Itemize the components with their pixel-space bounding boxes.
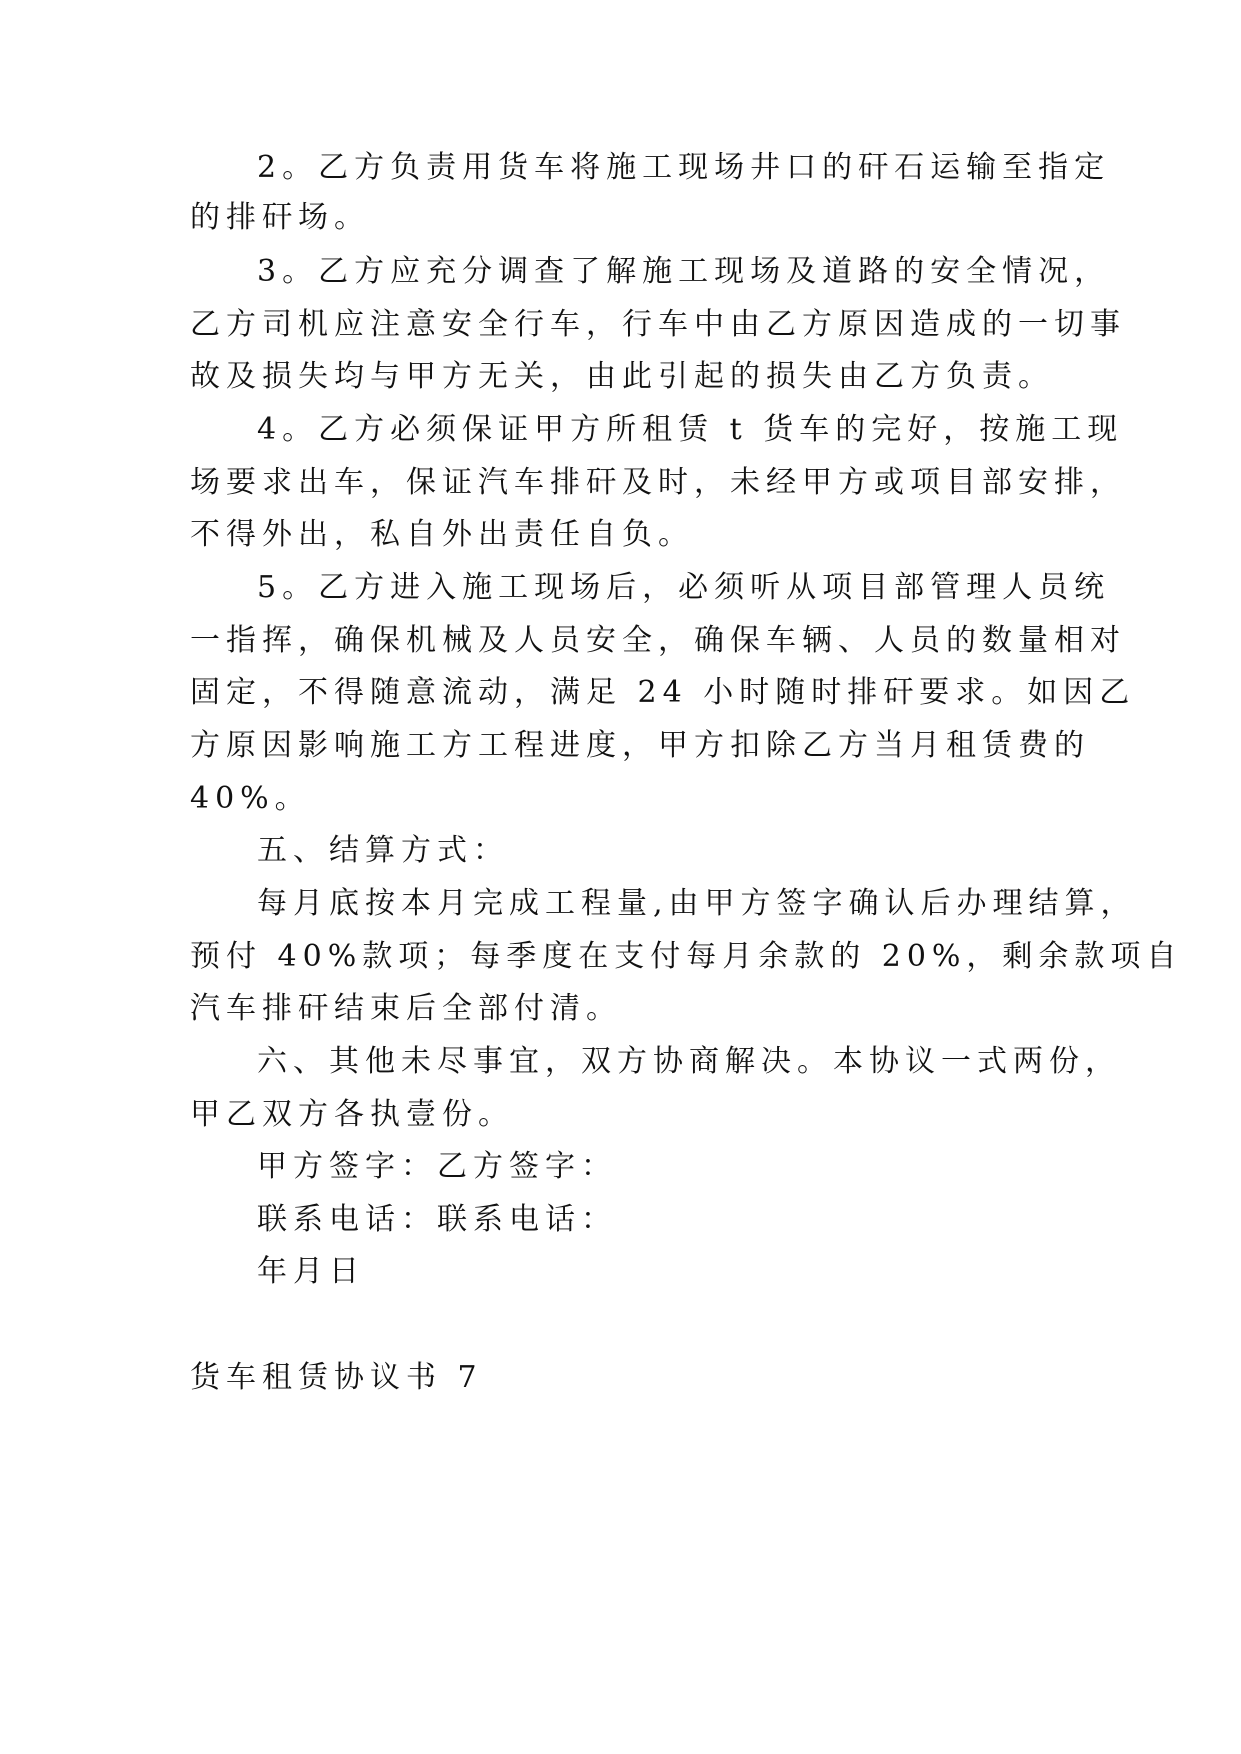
clause-4-line-2: 场要求出车，保证汽车排矸及时，未经甲方或项目部安排，: [190, 465, 1126, 500]
signature-line: 甲方签字：乙方签字：: [257, 1149, 617, 1184]
section-5-line-2: 预付 40%款项；每季度在支付每月余款的 20%，剩余款项自: [190, 939, 1183, 974]
phone-line: 联系电话：联系电话：: [257, 1202, 617, 1237]
clause-5-line-2: 一指挥，确保机械及人员安全，确保车辆、人员的数量相对: [190, 623, 1126, 658]
clause-3-line-1: 3。乙方应充分调查了解施工现场及道路的安全情况，: [257, 254, 1111, 289]
clause-2-line-2: 的排矸场。: [190, 200, 370, 235]
clause-5-line-3: 固定，不得随意流动，满足 24 小时随时排矸要求。如因乙: [190, 675, 1136, 710]
clause-4-line-1: 4。乙方必须保证甲方所租赁 t 货车的完好，按施工现: [257, 412, 1124, 447]
date-line: 年月日: [257, 1254, 365, 1289]
clause-2-line-1: 2。乙方负责用货车将施工现场井口的矸石运输至指定: [257, 150, 1111, 185]
clause-3-line-2: 乙方司机应注意安全行车，行车中由乙方原因造成的一切事: [190, 307, 1126, 342]
section-5-line-3: 汽车排矸结束后全部付清。: [190, 991, 622, 1026]
clause-3-line-3: 故及损失均与甲方无关，由此引起的损失由乙方负责。: [190, 359, 1054, 394]
section-6-line-2: 甲乙双方各执壹份。: [190, 1097, 514, 1132]
next-document-title: 货车租赁协议书 7: [190, 1360, 483, 1395]
clause-5-line-5: 40%。: [190, 781, 311, 816]
clause-4-line-3: 不得外出，私自外出责任自负。: [190, 517, 694, 552]
section-6-line-1: 六、其他未尽事宜，双方协商解决。本协议一式两份，: [257, 1044, 1121, 1079]
clause-5-line-4: 方原因影响施工方工程进度，甲方扣除乙方当月租赁费的: [190, 728, 1090, 763]
section-5-heading: 五、结算方式：: [257, 833, 509, 868]
section-5-line-1: 每月底按本月完成工程量,由甲方签字确认后办理结算，: [257, 886, 1137, 921]
clause-5-line-1: 5。乙方进入施工现场后，必须听从项目部管理人员统: [257, 570, 1111, 605]
